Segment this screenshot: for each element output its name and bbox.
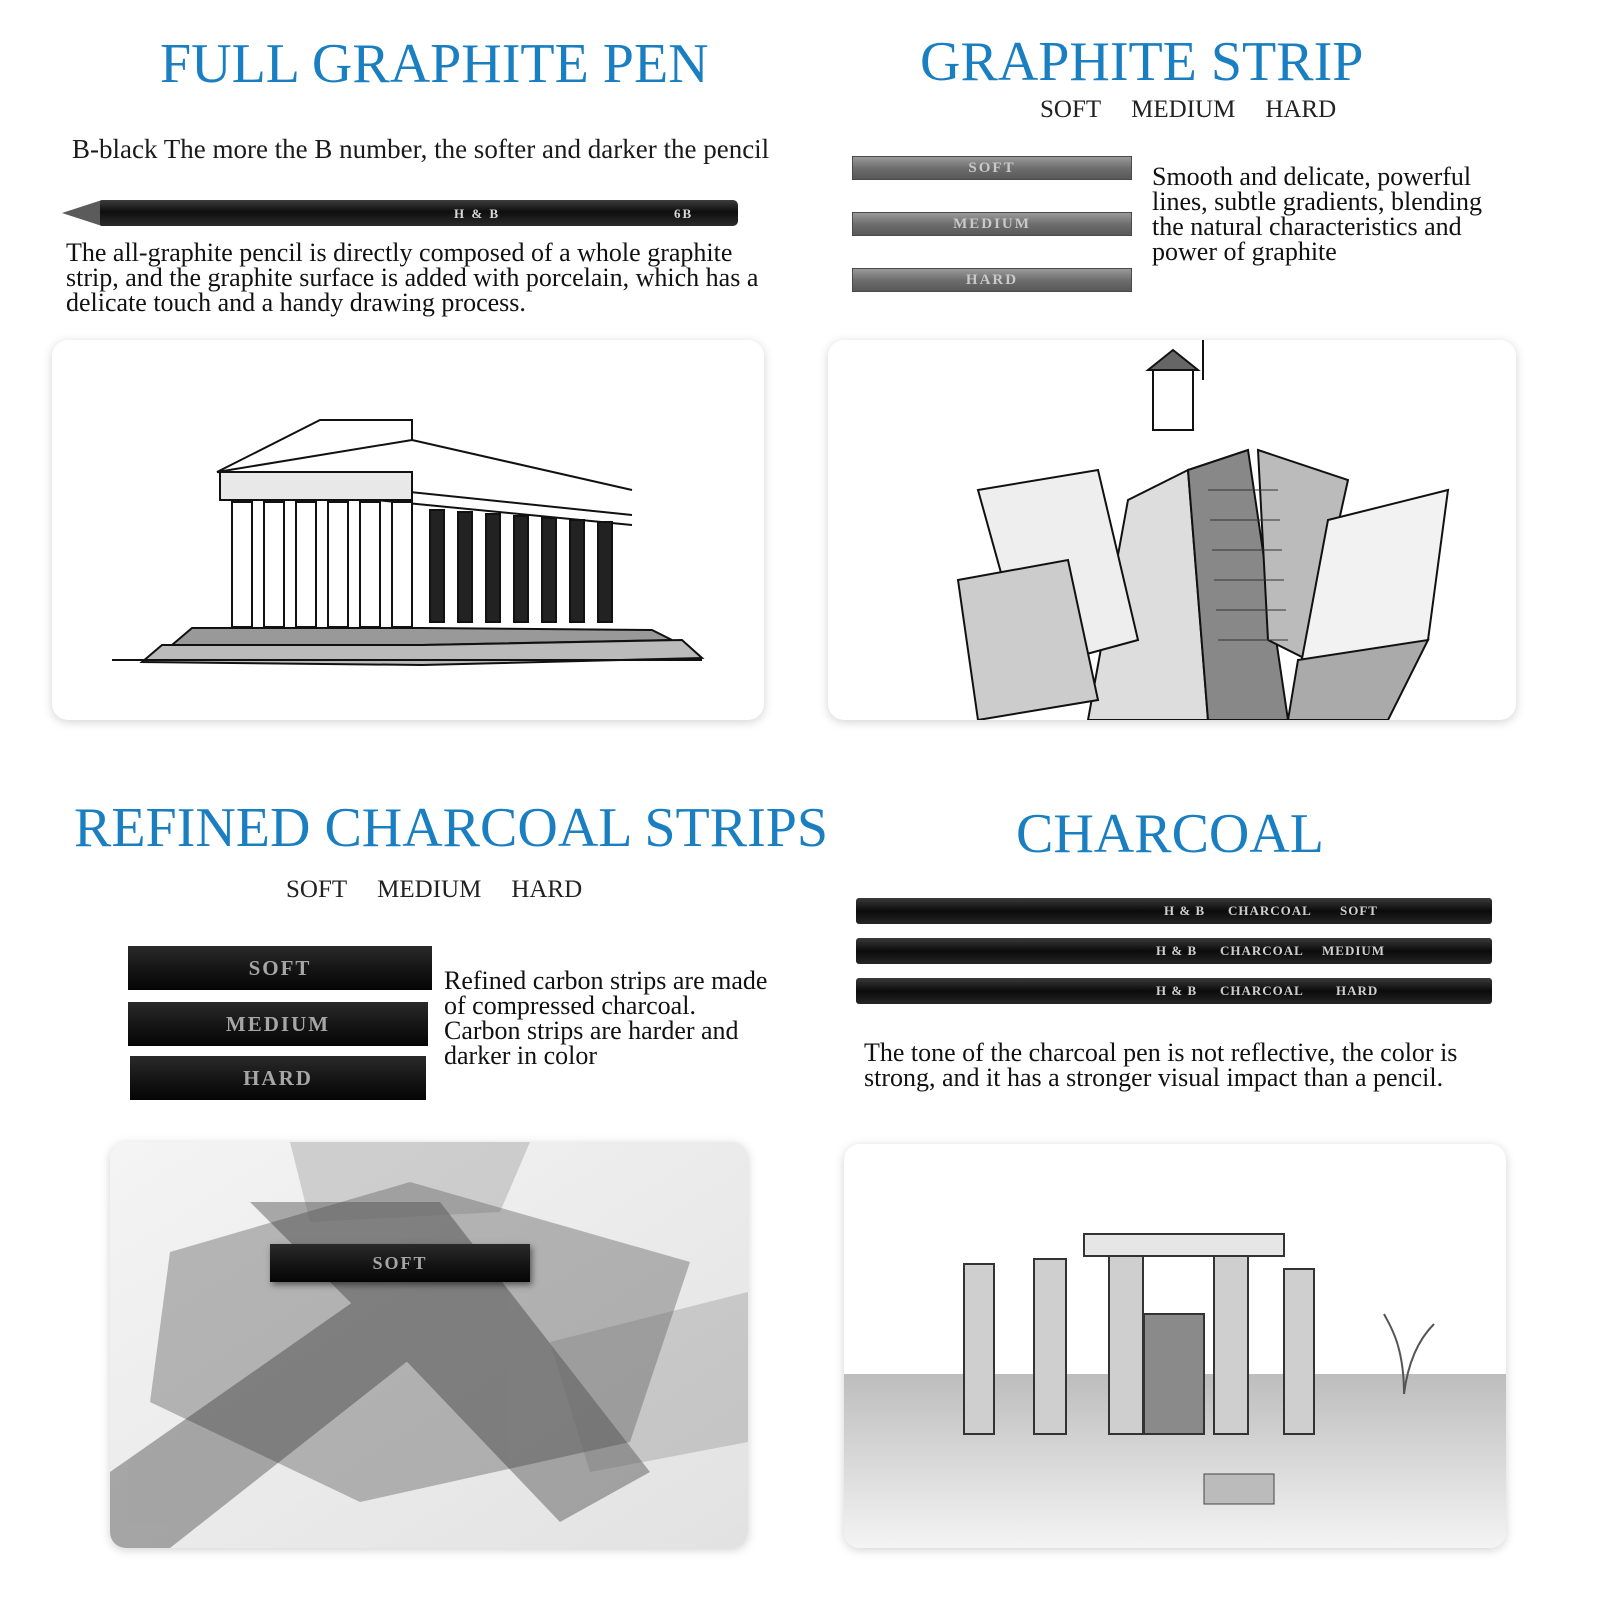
charcoal-strip-soft: SOFT <box>128 946 432 990</box>
full-graphite-pen-title: FULL GRAPHITE PEN <box>160 33 709 95</box>
graphite-strip-hard: HARD <box>852 268 1132 292</box>
charcoal-strip-hard: HARD <box>130 1056 426 1100</box>
grade-medium: MEDIUM <box>377 876 482 903</box>
ruins-sketch-card <box>844 1144 1506 1548</box>
charcoal-strip-description: Refined carbon strips are made of compressed charcoal. Carbon strips are harder and darker in color <box>444 966 768 1070</box>
charcoal-shading-card <box>110 1142 748 1548</box>
refined-charcoal-strips-title: REFINED CHARCOAL STRIPS <box>74 797 829 859</box>
grade-hard: HARD <box>511 876 583 903</box>
temple-sketch-image <box>52 340 764 720</box>
charcoal-description: The tone of the charcoal pen is not reflective, the color is strong, and it has a stronger visual impact than a pencil. <box>864 1038 1458 1092</box>
charcoal-strip-medium: MEDIUM <box>128 1002 428 1046</box>
charcoal-shading-image <box>110 1142 748 1548</box>
graphite-strip-description: Smooth and delicate, powerful lines, subtle gradients, blending the natural characteristics and power of graphite <box>1152 162 1483 266</box>
b-grade-note: B-black The more the B number, the softer and darker the pencil <box>72 134 770 164</box>
grade-soft: SOFT <box>1040 96 1102 123</box>
grade-medium: MEDIUM <box>1131 96 1236 123</box>
city-sketch-card <box>828 340 1516 720</box>
charcoal-title: CHARCOAL <box>1015 803 1325 865</box>
photo-charcoal-strip: SOFT <box>270 1244 530 1282</box>
city-sketch-image <box>828 340 1516 720</box>
charcoal-pencil-medium: H & B CHARCOAL MEDIUM <box>856 938 1492 964</box>
graphite-pencil <box>62 200 738 226</box>
pencil-brand-label: H & B <box>454 206 501 221</box>
graphite-strip-medium: MEDIUM <box>852 212 1132 236</box>
graphite-grade-row <box>1040 96 1336 124</box>
graphite-strip-soft: SOFT <box>852 156 1132 180</box>
graphite-strip-title: GRAPHITE STRIP <box>920 31 1364 93</box>
pencil-grade-label: 6B <box>674 206 694 221</box>
ruins-sketch-image <box>844 1144 1506 1548</box>
grade-hard: HARD <box>1265 96 1337 123</box>
full-graphite-description: The all-graphite pencil is directly composed of a whole graphite strip, and the graphite surface is added with porcelain, which has a delicate touch and a handy drawing process. <box>66 238 759 317</box>
charcoal-strip-grade-row <box>286 876 582 904</box>
charcoal-pencil-soft: H & B CHARCOAL SOFT <box>856 898 1492 924</box>
pencil-tip <box>62 200 102 226</box>
grade-soft: SOFT <box>286 876 348 903</box>
charcoal-pencil-hard: H & B CHARCOAL HARD <box>856 978 1492 1004</box>
temple-sketch-card <box>52 340 764 720</box>
